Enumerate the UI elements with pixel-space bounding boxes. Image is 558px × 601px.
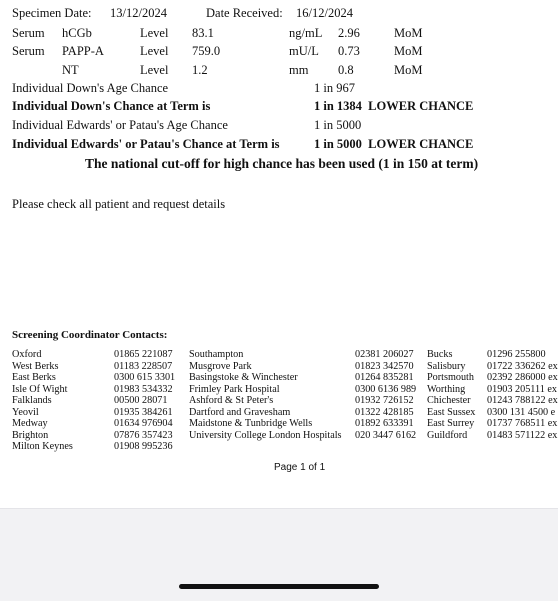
- contact-phone: 01737 768511 ex: [487, 418, 558, 429]
- contact-phone: 0300 615 3301: [114, 372, 176, 383]
- contact-place: Southampton: [189, 349, 244, 360]
- contact-phone: 01183 228507: [114, 360, 173, 372]
- marker-kind: Serum: [12, 26, 45, 40]
- marker-name: PAPP-A: [62, 44, 104, 58]
- page-number: Page 1 of 1: [274, 462, 326, 473]
- contact-phone: 01935 384261: [114, 406, 173, 418]
- contact-place: West Berks: [12, 360, 59, 372]
- cutoff-note: The national cut-off for high chance has been used (1 in 150 at term): [85, 156, 479, 171]
- contact-phone: 01892 633391: [355, 418, 414, 429]
- contact-place: East Surrey: [427, 418, 475, 429]
- date-received-label: Date Received:: [206, 6, 283, 20]
- contact-phone: 01823 342570: [355, 360, 414, 372]
- contact-place: Brighton: [12, 429, 49, 441]
- contact-phone: 01865 221087: [114, 349, 173, 360]
- contact-place: Salisbury: [427, 360, 466, 372]
- marker-mom-value: 2.96: [338, 26, 360, 40]
- contact-phone: 02392 286000 ex: [487, 372, 558, 383]
- contact-place: Musgrove Park: [189, 360, 252, 372]
- contact-place: Bucks: [427, 349, 453, 360]
- contact-phone: 02381 206027: [355, 349, 414, 360]
- edwards-age-chance-label: Individual Edwards' or Patau's Age Chance: [12, 118, 228, 132]
- marker-level-label: Level: [140, 44, 169, 58]
- marker-level: 1.2: [192, 63, 208, 77]
- contact-phone: 01903 205111 ex: [487, 383, 557, 395]
- marker-level: 759.0: [192, 44, 221, 58]
- edwards-age-chance-value: 1 in 5000: [314, 118, 362, 132]
- contact-place: Isle Of Wight: [12, 383, 68, 395]
- marker-level: 83.1: [192, 26, 214, 40]
- check-details-note: Please check all patient and request details: [12, 197, 226, 211]
- home-indicator-bar[interactable]: [179, 584, 379, 589]
- contact-place: East Sussex: [427, 406, 476, 418]
- contact-phone: 01722 336262 ex: [487, 360, 558, 372]
- specimen-date-label: Specimen Date:: [12, 6, 92, 20]
- marker-mom-label: MoM: [394, 44, 423, 58]
- contact-place: Frimley Park Hospital: [189, 383, 280, 395]
- contact-place: Portsmouth: [427, 372, 474, 383]
- marker-unit: mm: [289, 63, 309, 77]
- down-age-chance-label: Individual Down's Age Chance: [12, 81, 169, 95]
- contact-phone: 01908 995236: [114, 441, 173, 452]
- contact-phone: 01983 534332: [114, 383, 173, 395]
- contact-place: Maidstone & Tunbridge Wells: [189, 418, 313, 429]
- contact-phone: 01634 976904: [114, 418, 173, 429]
- contact-place: Chichester: [427, 395, 471, 406]
- contact-place: Falklands: [12, 395, 52, 406]
- contact-phone: 07876 357423: [114, 429, 173, 441]
- marker-mom-value: 0.73: [338, 44, 360, 58]
- contacts-title: Screening Coordinator Contacts:: [12, 329, 168, 341]
- contact-place: Worthing: [427, 383, 466, 395]
- contact-phone: 01932 726152: [355, 395, 414, 406]
- marker-level-label: Level: [140, 26, 169, 40]
- contact-phone: 01322 428185: [355, 406, 414, 418]
- contact-place: East Berks: [12, 372, 56, 383]
- marker-unit: ng/mL: [289, 26, 323, 40]
- marker-level-label: Level: [140, 63, 169, 77]
- contact-phone: 01296 255800: [487, 349, 546, 360]
- contact-place: Medway: [12, 418, 48, 429]
- date-received: 16/12/2024: [296, 6, 353, 20]
- marker-name: hCGb: [62, 26, 92, 40]
- contact-place: Oxford: [12, 349, 42, 360]
- contact-phone: 0300 6136 989: [355, 383, 417, 395]
- marker-unit: mU/L: [289, 44, 319, 58]
- contact-phone: 01483 571122 ex: [487, 429, 558, 441]
- marker-kind: Serum: [12, 44, 45, 58]
- contact-place: Dartford and Gravesham: [189, 406, 291, 418]
- contact-place: University College London Hospitals: [189, 429, 342, 441]
- marker-mom-label: MoM: [394, 63, 423, 77]
- contact-phone: 00500 28071: [114, 395, 168, 406]
- marker-name: NT: [62, 63, 79, 77]
- contact-phone: 01264 835281: [355, 372, 414, 383]
- down-term-chance-value: 1 in 1384 LOWER CHANCE: [314, 99, 474, 113]
- edwards-term-chance-value: 1 in 5000 LOWER CHANCE: [314, 137, 474, 151]
- marker-mom-value: 0.8: [338, 63, 354, 77]
- marker-mom-label: MoM: [394, 26, 423, 40]
- contact-place: Yeovil: [12, 406, 39, 418]
- edwards-term-chance-label: Individual Edwards' or Patau's Chance at Term is: [12, 137, 280, 151]
- contact-phone: 01243 788122 ex: [487, 395, 558, 406]
- down-term-chance-label: Individual Down's Chance at Term is: [12, 99, 211, 113]
- contact-place: Guildford: [427, 429, 468, 441]
- contact-phone: 0300 131 4500 e: [487, 406, 556, 418]
- specimen-date: 13/12/2024: [110, 6, 167, 20]
- down-age-chance-value: 1 in 967: [314, 81, 355, 95]
- contact-place: Ashford & St Peter's: [189, 395, 274, 406]
- contact-place: Basingstoke & Winchester: [189, 372, 298, 383]
- contact-phone: 020 3447 6162: [355, 429, 417, 441]
- contact-place: Milton Keynes: [12, 441, 73, 452]
